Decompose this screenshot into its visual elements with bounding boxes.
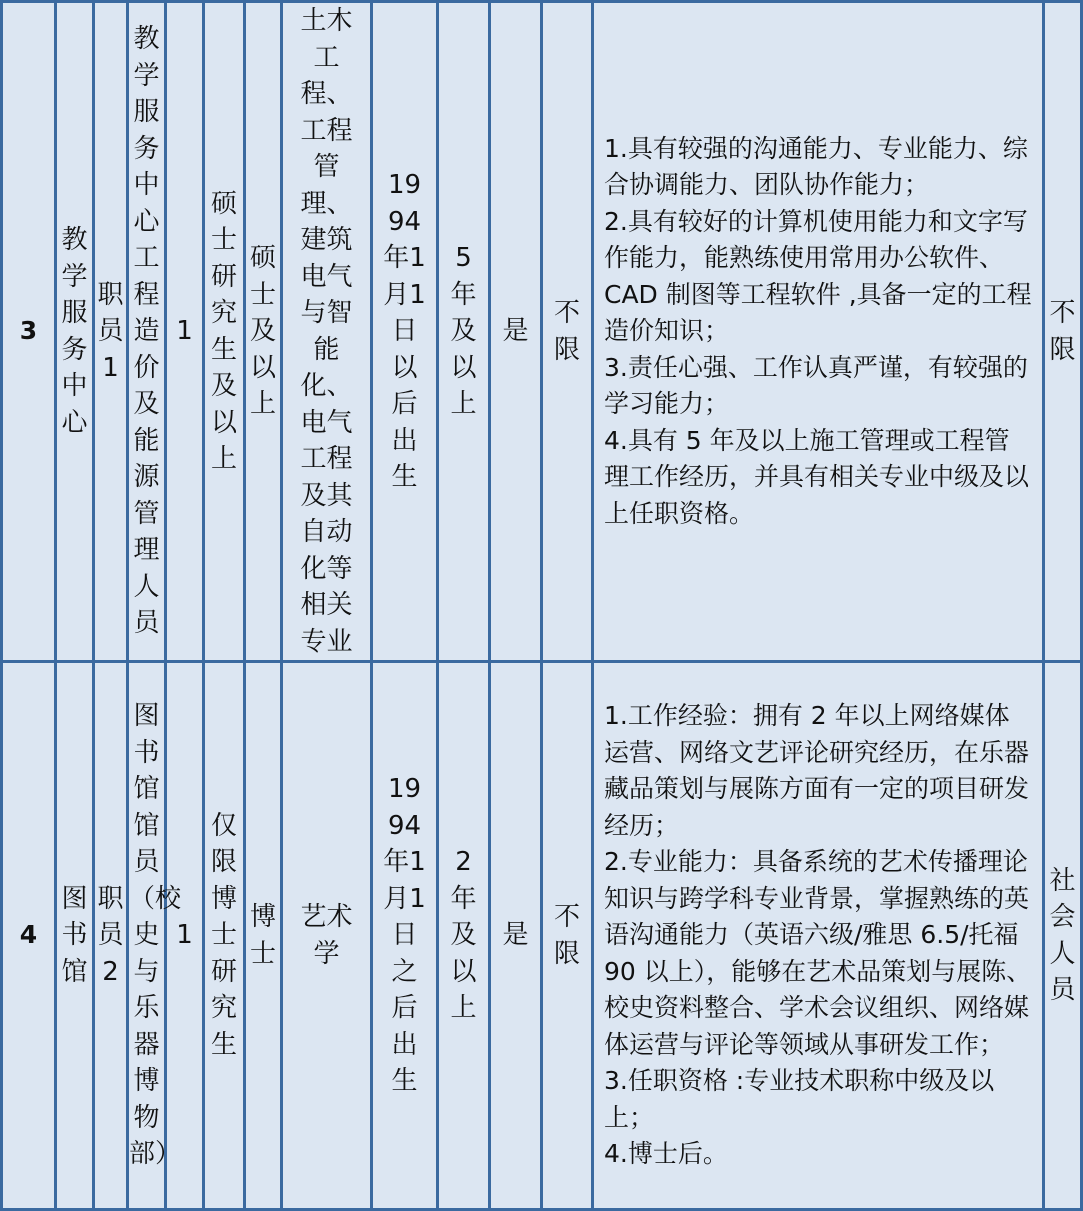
- flag-cell: 是: [490, 662, 542, 1210]
- major-cell: 艺术学: [282, 662, 372, 1210]
- flag-cell: 是: [490, 2, 542, 662]
- post-name-cell: 教学服务中心工程造价及能源管理人员: [128, 2, 166, 662]
- major-cell: 土木工程、工程管理、建筑电气与智能化、电气工程及其自动化等相关专业: [282, 2, 372, 662]
- headcount-cell: 1: [166, 662, 204, 1210]
- department-cell: 教学服务中心: [56, 2, 94, 662]
- requirement-item: 1.工作经验：拥有 2 年以上网络媒体运营、网络文艺评论研究经历，在乐器藏品策划与展陈方面有一定的项目研发经历；: [604, 701, 1030, 840]
- experience-cell: 2年及以上: [438, 662, 490, 1210]
- birth-cell: 1994年1月1日以后出生: [372, 2, 438, 662]
- position-cell: 职员2: [94, 662, 128, 1210]
- table-row: [2, 2, 1082, 662]
- education-cell: 硕士研究生及以上: [204, 2, 245, 662]
- table-row: [2, 662, 1082, 1210]
- gender-cell: 不限: [542, 662, 593, 1210]
- requirements-cell: [593, 2, 1044, 662]
- requirement-item: 4.具有 5 年及以上施工管理或工程管理工作经历，并具有相关专业中级及以上任职资格。: [604, 425, 1030, 528]
- degree-cell: 硕士及以上: [245, 2, 282, 662]
- experience-cell: 5年及以上: [438, 2, 490, 662]
- requirement-item: 3.任职资格 :专业技术职称中级及以上；: [604, 1066, 995, 1132]
- target-cell: 社会人员: [1044, 662, 1082, 1210]
- seq-cell: 3: [2, 2, 56, 662]
- target-cell: 不限: [1044, 2, 1082, 662]
- education-cell: 仅限博士研究生: [204, 662, 245, 1210]
- requirements-cell: [593, 662, 1044, 1210]
- department-cell: 图书馆: [56, 662, 94, 1210]
- requirement-item: 4.博士后。: [604, 1139, 728, 1169]
- seq-cell: 4: [2, 662, 56, 1210]
- degree-cell: 博士: [245, 662, 282, 1210]
- gender-cell: 不限: [542, 2, 593, 662]
- headcount-cell: 1: [166, 2, 204, 662]
- requirement-item: 2.专业能力：具备系统的艺术传播理论知识与跨学科专业背景，掌握熟练的英语沟通能力（英语六级/雅思 6.5/托福 90 以上），能够在艺术品策划与展陈、校史资料整合、学术会议组织、网络媒体运营与评论等领域从事研发工作；: [604, 847, 1032, 1059]
- requirement-item: 1.具有较强的沟通能力、专业能力、综合协调能力、团队协作能力；: [604, 133, 1028, 200]
- requirement-item: 2.具有较好的计算机使用能力和文字写作能力，能熟练使用常用办公软件、CAD 制图等工程软件 ,具备一定的工程造价知识；: [604, 206, 1032, 346]
- position-cell: 职员1: [94, 2, 128, 662]
- post-name-cell: 图书馆馆员（校史与乐器博物部）: [128, 662, 166, 1210]
- requirement-item: 3.责任心强、工作认真严谨，有较强的学习能力；: [604, 352, 1028, 419]
- birth-cell: 1994年1月1日之后出生: [372, 662, 438, 1210]
